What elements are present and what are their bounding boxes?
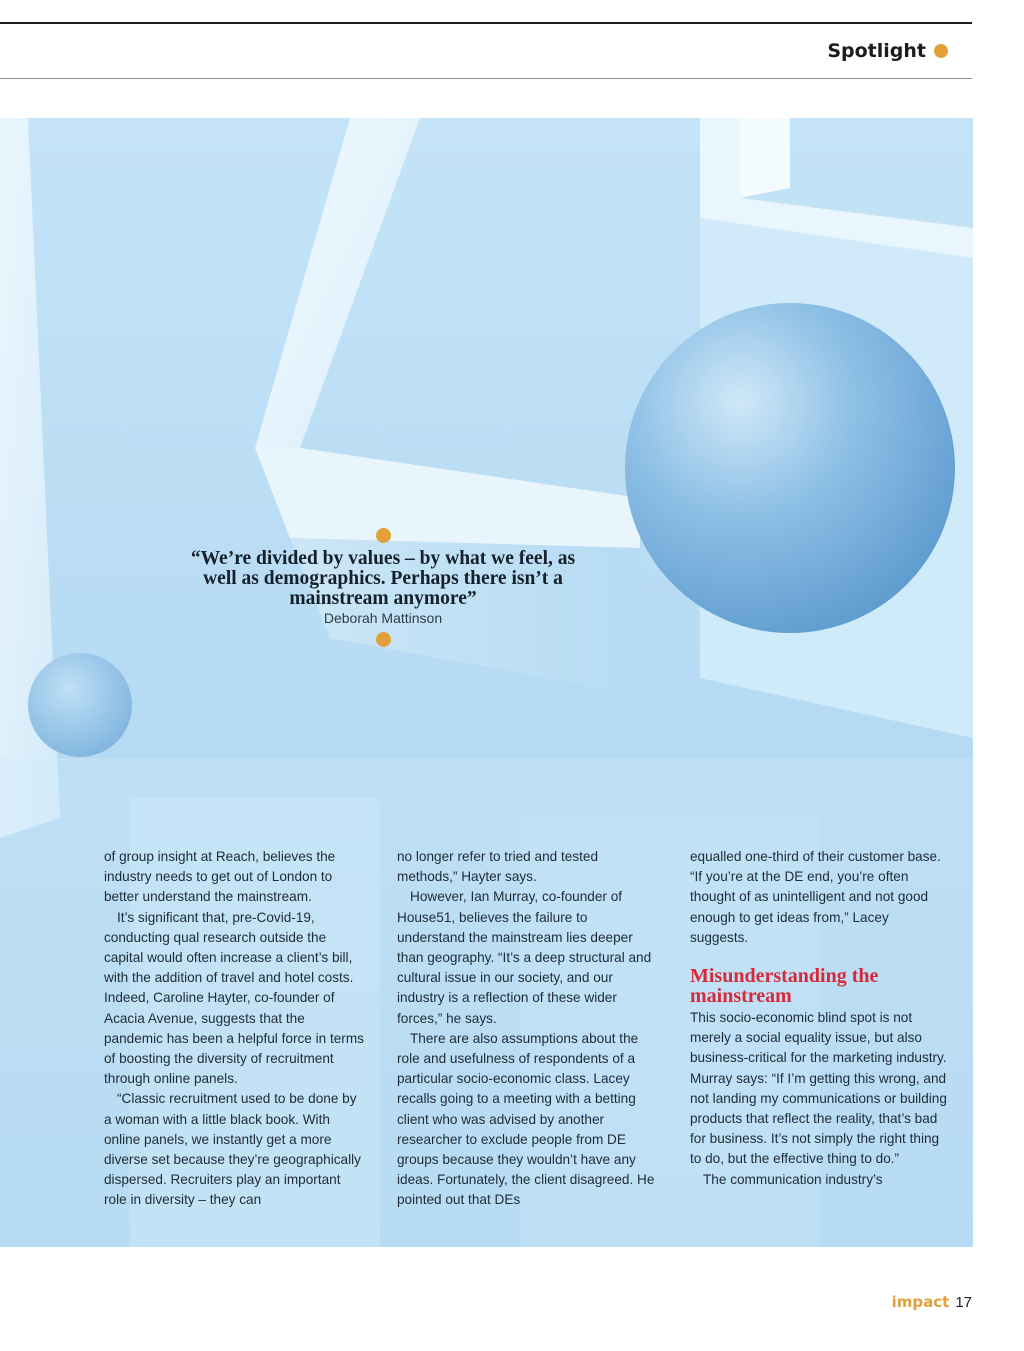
pull-quote-author: Deborah Mattinson [323,610,443,626]
article-column-3 [690,847,950,1190]
quote-dot-bottom-icon [376,632,391,647]
paragraph: of group insight at Reach, believes the industry needs to get out of London to better understand the mainstream. [104,849,336,905]
page-footer [892,1293,972,1311]
page-number: 17 [955,1294,972,1311]
paragraph: However, Ian Murray, co-founder of House51, believes the failure to understand the mainstream lies deeper than geography. “It’s a deep structural and cultural issue in our society, and our industry is a reflection of these wider forces,” he says. [397,889,652,1026]
quote-dot-top-icon [376,528,391,543]
paragraph: The communication industry’s [703,1171,883,1187]
top-rule [0,22,972,24]
section-title: Spotlight [827,40,926,62]
pull-quote-text: “We’re divided by values – by what we feel, as well as demographics. Perhaps there isn’t a mainstream anymore” [190,548,576,609]
paragraph: “Classic recruitment used to be done by a woman with a little black book. With online panels, we instantly get a more diverse set because they’re geographically dispersed. Recruiters play an important role in diversity – they can [104,1091,361,1208]
pull-quote [180,528,586,647]
paragraph: There are also assumptions about the role and usefulness of respondents of a particular socio-economic class. Lacey recalls going to a meeting with a betting client who was advised by another researcher to exclude people from DE groups because they wouldn’t have any ideas. Fortunately, the client disagreed. He pointed out that DEs [397,1030,655,1208]
paragraph: It’s significant that, pre-Covid-19, conducting qual research outside the capital would often increase a client’s bill, with the addition of travel and hotel costs. Indeed, Caroline Hayter, co-founder of Acacia Avenue, suggests that the pandemic has been a helpful force in terms of boosting the diversity of recruitment through online panels. [104,909,364,1087]
paragraph: This socio-economic blind spot is not merely a social equality issue, but also business-critical for the marketing industry. Murray says: “If I’m getting this wrong, and not landing my communications or building products that reflect the reality, that’s bad for business. It’s not simply the right thing to do, but the effective thing to do.” [690,1010,947,1167]
header-rule [0,78,972,79]
section-dot-icon [934,44,948,58]
article-column-2 [397,847,657,1211]
section-label [827,40,948,62]
brand-logo: impact [891,1293,950,1311]
article-column-1 [104,847,364,1211]
subheading: Misunderstanding the mainstream [690,965,879,1008]
paragraph: equalled one-third of their customer base. “If you’re at the DE end, you’re often thought of as unintelligent and not good enough to get ideas from,” Lacey suggests. [690,849,941,945]
paragraph: no longer refer to tried and tested methods,” Hayter says. [397,849,599,885]
